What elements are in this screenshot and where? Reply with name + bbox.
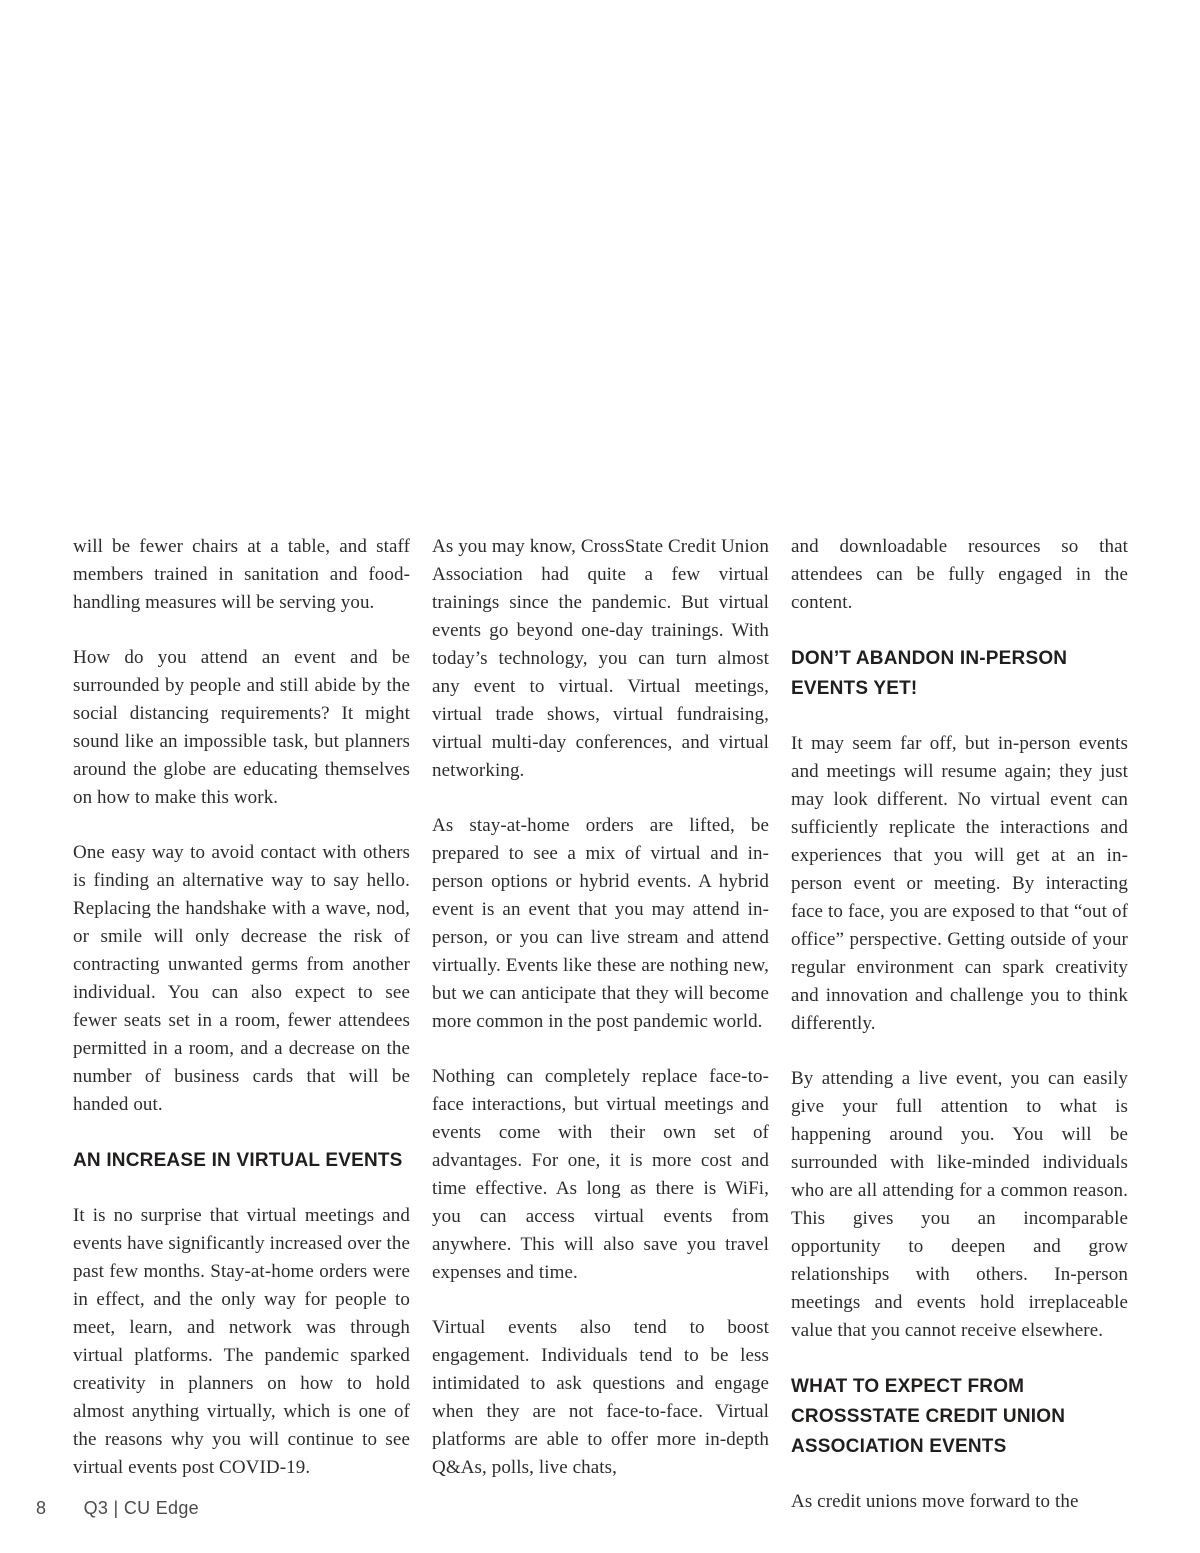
column-right: [791, 533, 1128, 1516]
column-middle: [432, 533, 769, 1516]
body-paragraph: will be fewer chairs at a table, and staff members trained in sanitation and food-handling measures will be serving you.: [73, 536, 410, 613]
body-paragraph: Virtual events also tend to boost engagement. Individuals tend to be less intimidated to ask questions and engage when they are not face-to-face. Virtual platforms are able to offer more in-depth Q&As, polls, live chats,: [432, 1317, 769, 1478]
body-paragraph: It is no surprise that virtual meetings and events have significantly increased over the past few months. Stay-at-home orders were in effect, and the only way for people to meet, learn, and network was through virtual platforms. The pandemic sparked creativity in planners on how to hold almost anything virtually, which is one of the reasons why you will continue to see virtual events post COVID-19.: [73, 1205, 410, 1478]
column-left: [73, 533, 410, 1516]
section-heading-in-person-events: DON’T ABANDON IN-PERSON EVENTS YET!: [791, 648, 1068, 699]
body-paragraph: It may seem far off, but in-person events and meetings will resume again; they just may look different. No virtual event can sufficiently replicate the interactions and experiences that you will get at an in-person event or meeting. By interacting face to face, you are exposed to that “out of office” perspective. Getting outside of your regular environment can spark creativity and innovation and challenge you to think differently.: [791, 733, 1128, 1034]
article-columns: [73, 533, 1128, 1516]
section-heading-what-to-expect: WHAT TO EXPECT FROM CROSSSTATE CREDIT UNION ASSOCIATION EVENTS: [791, 1376, 1066, 1457]
body-paragraph: One easy way to avoid contact with others is finding an alternative way to say hello. Replacing the handshake with a wave, nod, or smile will only decrease the risk of contracting unwanted germs from another individual. You can also expect to see fewer seats set in a room, fewer attendees permitted in a room, and a decrease on the number of business cards that will be handed out.: [73, 842, 410, 1115]
body-paragraph: Nothing can completely replace face-to-face interactions, but virtual meetings and events come with their own set of advantages. For one, it is more cost and time effective. As long as there is WiFi, you can access virtual events from anywhere. This will also save you travel expenses and time.: [432, 1066, 769, 1283]
body-paragraph: As stay-at-home orders are lifted, be prepared to see a mix of virtual and in-person options or hybrid events. A hybrid event is an event that you may attend in-person, or you can live stream and attend virtually. Events like these are nothing new, but we can anticipate that they will become more common in the post pandemic world.: [432, 815, 769, 1032]
body-paragraph: As credit unions move forward to the: [791, 1491, 1079, 1512]
body-paragraph: and downloadable resources so that attendees can be fully engaged in the content.: [791, 536, 1128, 613]
section-heading-virtual-events: AN INCREASE IN VIRTUAL EVENTS: [73, 1150, 403, 1171]
page-footer: [36, 1498, 199, 1519]
body-paragraph: As you may know, CrossState Credit Union Association had quite a few virtual trainings since the pandemic. But virtual events go beyond one-day trainings. With today’s technology, you can turn almost any event to virtual. Virtual meetings, virtual trade shows, virtual fundraising, virtual multi-day conferences, and virtual networking.: [432, 536, 769, 781]
page-number: 8: [36, 1498, 47, 1518]
footer-edition-label: Q3 | CU Edge: [83, 1498, 199, 1518]
body-paragraph: By attending a live event, you can easily give your full attention to what is happening around you. You will be surrounded with like-minded individuals who are all attending for a common reason. This gives you an incomparable opportunity to deepen and grow relationships with others. In-person meetings and events hold irreplaceable value that you cannot receive elsewhere.: [791, 1068, 1128, 1341]
body-paragraph: How do you attend an event and be surrounded by people and still abide by the social distancing requirements? It might sound like an impossible task, but planners around the globe are educating themselves on how to make this work.: [73, 647, 410, 808]
